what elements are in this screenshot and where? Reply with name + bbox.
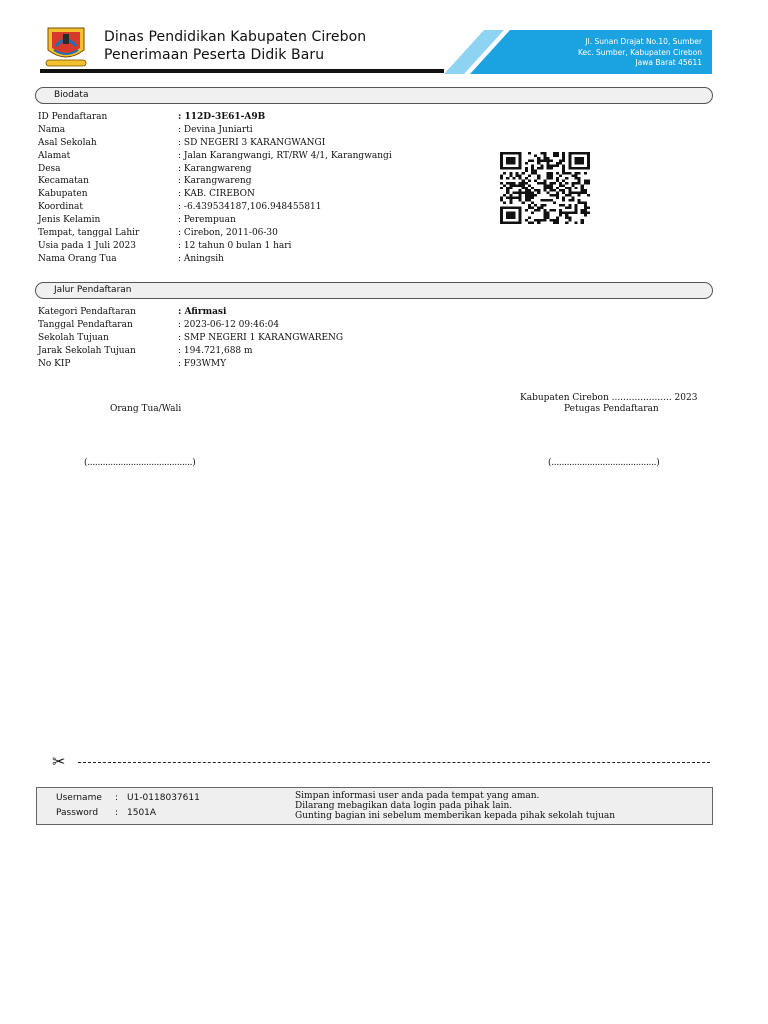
login-note-line: Dilarang mebagikan data login pada pihak lain. [295,801,513,811]
scissors-icon: ✂ [52,752,66,771]
row-label: Alamat [38,150,71,161]
row-value: : Karangwareng [178,163,251,176]
row-label: Kecamatan [38,176,89,187]
row-value: : 112D-3E61-A9B [178,111,265,124]
cut-line [78,762,710,763]
header-rule [40,69,444,73]
row-value: : Devina Juniarti [178,124,253,137]
row-label: Nama Orang Tua [38,253,117,264]
agency-address [482,37,702,69]
row-label: Jarak Sekolah Tujuan [38,345,136,356]
row-label: Tempat, tanggal Lahir [38,228,140,239]
signature-role-officer: Petugas Pendaftaran [564,404,659,414]
username-label: Username [56,793,102,803]
row-label: Desa [38,163,61,174]
row-value: : Jalan Karangwangi, RT/RW 4/1, Karangwangi [178,150,392,163]
row-value: : Afirmasi [178,306,226,319]
password-colon: : [115,808,119,818]
row-value: : SMP NEGERI 1 KARANGWARENG [178,332,343,345]
section-title-biodata: Biodata [35,87,713,104]
signature-blank-parent: (.........................................) [84,458,196,468]
row-label: Jenis Kelamin [38,215,101,226]
login-note-line: Gunting bagian ini sebelum memberikan kepada pihak sekolah tujuan [295,811,616,821]
row-value: : 194.721,688 m [178,345,253,358]
row-value: : Cirebon, 2011-06-30 [178,227,278,240]
row-value: : -6.439534187,106.948455811 [178,201,322,214]
password-label: Password [56,808,99,818]
row-label: No KIP [38,358,71,369]
row-label: Asal Sekolah [38,137,97,148]
username-value: U1-0118037611 [127,793,200,803]
login-note-line: Simpan informasi user anda pada tempat yang aman. [295,791,540,801]
row-label: Koordinat [38,202,84,213]
row-label: Kategori Pendaftaran [38,307,136,317]
agency-name: Dinas Pendidikan Kabupaten Cirebon [104,29,367,45]
row-value: : Aningsih [178,253,224,266]
signature-blank-officer: (.........................................) [548,458,660,468]
row-label: Usia pada 1 Juli 2023 [38,240,136,251]
address-line: Jawa Barat 45611 [635,58,702,67]
row-value: : Perempuan [178,214,236,227]
login-info-box [36,787,713,825]
row-value: : 12 tahun 0 bulan 1 hari [178,240,291,253]
row-value: : F93WMY [178,358,226,371]
row-label: ID Pendaftaran [38,112,108,122]
program-name: Penerimaan Peserta Didik Baru [104,47,325,63]
address-line: Kec. Sumber, Kabupaten Cirebon [578,47,702,57]
row-label: Tanggal Pendaftaran [38,319,133,330]
place-date: Kabupaten Cirebon ..................... 2023 [520,393,698,403]
row-label: Kabupaten [38,189,88,200]
section-title-jalur: Jalur Pendaftaran [35,282,713,299]
row-value: : 2023-06-12 09:46:04 [178,319,279,332]
row-value: : Karangwareng [178,175,251,188]
kabupaten-cirebon-emblem-icon [42,24,90,68]
username-colon: : [115,793,119,803]
qr-code-icon [500,152,590,224]
document-header [0,0,768,80]
row-value: : KAB. CIREBON [178,188,255,201]
row-value: : SD NEGERI 3 KARANGWANGI [178,137,325,150]
signature-role-parent: Orang Tua/Wali [110,404,182,414]
row-label: Nama [38,124,66,135]
row-label: Sekolah Tujuan [38,332,109,343]
password-value: 1501A [127,808,157,818]
address-line: Jl. Sunan Drajat No.10, Sumber [585,37,702,46]
